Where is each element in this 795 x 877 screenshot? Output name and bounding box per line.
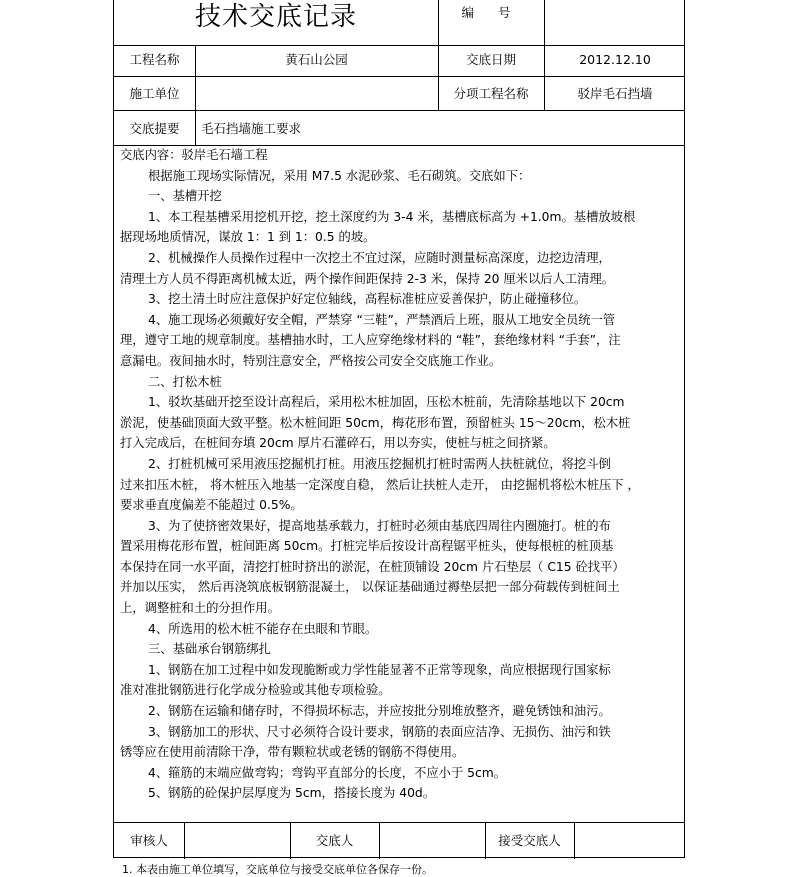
content-line: 打入完成后，在桩间夯填 20cm 厚片石灌碎石，用以夯实，使桩与桩之间挤紧。 bbox=[120, 436, 556, 451]
content-line: 3、为了使挤密效果好，提高地基承载力，打桩时必须由基底四周往内圈施打。桩的布 bbox=[148, 518, 611, 533]
content-line: 根据施工现场实际情况，采用 M7.5 水泥砂浆、毛石砌筑。交底如下： bbox=[148, 168, 531, 183]
content-line: 置采用梅花形布置，桩间距离 50cm。打桩完毕后按设计高程锯平桩头，使每根桩的桩顶基 bbox=[120, 539, 614, 554]
project-name-label: 工程名称 bbox=[129, 52, 180, 67]
rule bbox=[114, 822, 684, 823]
rule bbox=[114, 45, 684, 46]
summary-label: 交底提要 bbox=[129, 121, 180, 136]
rule bbox=[574, 822, 575, 859]
reviewer-label: 审核人 bbox=[130, 833, 168, 848]
content-line: 三、基础承台钢筋绑扎 bbox=[148, 642, 271, 657]
construction-unit-label: 施工单位 bbox=[129, 86, 180, 101]
content-line: 上，调整桩和土的分担作用。 bbox=[120, 601, 280, 616]
content-line: 2、机械操作人员操作过程中一次挖土不宜过深，应随时测量标高深度，边挖边清理， bbox=[148, 250, 611, 265]
content-line: 本保持在同一水平面，清挖打桩时挤出的淤泥，在桩顶铺设 20cm 片石垫层（ C15 砼找平） bbox=[120, 559, 625, 574]
page-title: 技术交底记录 bbox=[194, 2, 357, 32]
content-line: 2、打桩机械可采用液压挖掘机打桩。用液压挖掘机打桩时需两人扶桩就位，将挖斗倒 bbox=[148, 456, 611, 471]
content-line: 二、打松木桩 bbox=[148, 374, 222, 389]
date-value: 2012.12.10 bbox=[579, 52, 651, 67]
content-line: 5、钢筋的砼保护层厚度为 5cm，搭接长度为 40d。 bbox=[148, 786, 436, 801]
content-line: 并加以压实， 然后再浇筑底板钢筋混凝土， 以保证基础通过褥垫层把一部分荷载传到桩间土 bbox=[120, 580, 620, 595]
date-label: 交底日期 bbox=[465, 52, 516, 67]
sub-project-value: 驳岸毛石挡墙 bbox=[577, 86, 653, 101]
content-line: 1、驳坎基础开挖至设计高程后，采用松木桩加固，压松木桩前，先清除基地以下 20cm bbox=[148, 395, 625, 410]
content-line: 2、钢筋在运输和储存时，不得损坏标志，并应按批分别堆放整齐，避免锈蚀和油污。 bbox=[148, 704, 611, 719]
content-line: 理，遵守工地的规章制度。基槽抽水时，工人应穿绝缘材料的 “鞋”，套绝缘材料 “手套”，注 bbox=[120, 333, 621, 348]
content-line: 3、钢筋加工的形状、尺寸必须符合设计要求，钢筋的表面应洁净、无损伤、油污和铁 bbox=[148, 724, 611, 739]
footnote: 1. 本表由施工单位填写，交底单位与接受交底单位各保存一份。 bbox=[122, 863, 433, 876]
content-line: 4、施工现场必须戴好安全帽，严禁穿 “三鞋”，严禁酒后上班，服从工地安全员统一管 bbox=[148, 312, 616, 327]
number-label: 编 号 bbox=[461, 5, 521, 20]
content-line: 要求垂直度偏差不能超过 0.5%。 bbox=[120, 498, 303, 513]
content-line: 清理土方人员不得距离机械太近，两个操作间距保持 2-3 米，保持 20 厘米以后人工清理。 bbox=[120, 271, 615, 286]
content-line: 准对准批钢筋进行化学成分检验或其他专项检验。 bbox=[120, 683, 391, 698]
presenter-label: 交底人 bbox=[315, 833, 354, 848]
summary-value: 毛石挡墙施工要求 bbox=[201, 121, 302, 136]
rule bbox=[114, 110, 684, 111]
rule bbox=[184, 822, 185, 859]
content-line: 淤泥，使基础顶面大致平整。松木桩间距 50cm，梅花形布置，预留桩头 15～20cm，松木桩 bbox=[120, 415, 631, 430]
rule bbox=[379, 822, 380, 859]
receiver-label: 接受交底人 bbox=[498, 833, 561, 848]
rule bbox=[114, 76, 684, 77]
project-name-value: 黄石山公园 bbox=[285, 52, 348, 67]
content-line: 意漏电。夜间抽水时，特别注意安全，严格按公司安全交底施工作业。 bbox=[120, 353, 502, 368]
content-line: 4、所选用的松木桩不能存在虫眼和节眼。 bbox=[148, 621, 378, 636]
sub-project-label: 分项工程名称 bbox=[453, 86, 529, 101]
content-line: 交底内容：驳岸毛石墙工程 bbox=[120, 148, 268, 162]
content-line: 锈等应在使用前清除干净，带有颗粒状或老锈的钢筋不得使用。 bbox=[120, 745, 465, 760]
record-form bbox=[113, 0, 685, 858]
disclosure-content bbox=[120, 145, 682, 804]
content-line: 1、本工程基槽采用挖机开挖，挖土深度约为 3-4 米，基槽底标高为 +1.0m。基槽放坡根 bbox=[148, 209, 636, 224]
content-line: 过来扣压木桩， 将木桩压入地基一定深度自稳， 然后让扶桩人走开， 由挖掘机将松木桩压下 ， bbox=[120, 477, 640, 492]
content-line: 据现场地质情况，谋放 1：1 到 1：0.5 的坡。 bbox=[120, 230, 376, 245]
content-line: 一、基槽开挖 bbox=[148, 189, 222, 204]
content-line: 1、钢筋在加工过程中如发现脆断或力学性能显著不正常等现象，尚应根据现行国家标 bbox=[148, 662, 611, 677]
content-line: 4、箍筋的末端应做弯钩；弯钩平直部分的长度，不应小于 5cm。 bbox=[148, 765, 507, 780]
content-line: 3、挖土清土时应注意保护好定位轴线，高程标准桩应妥善保护，防止碰撞移位。 bbox=[148, 292, 587, 307]
